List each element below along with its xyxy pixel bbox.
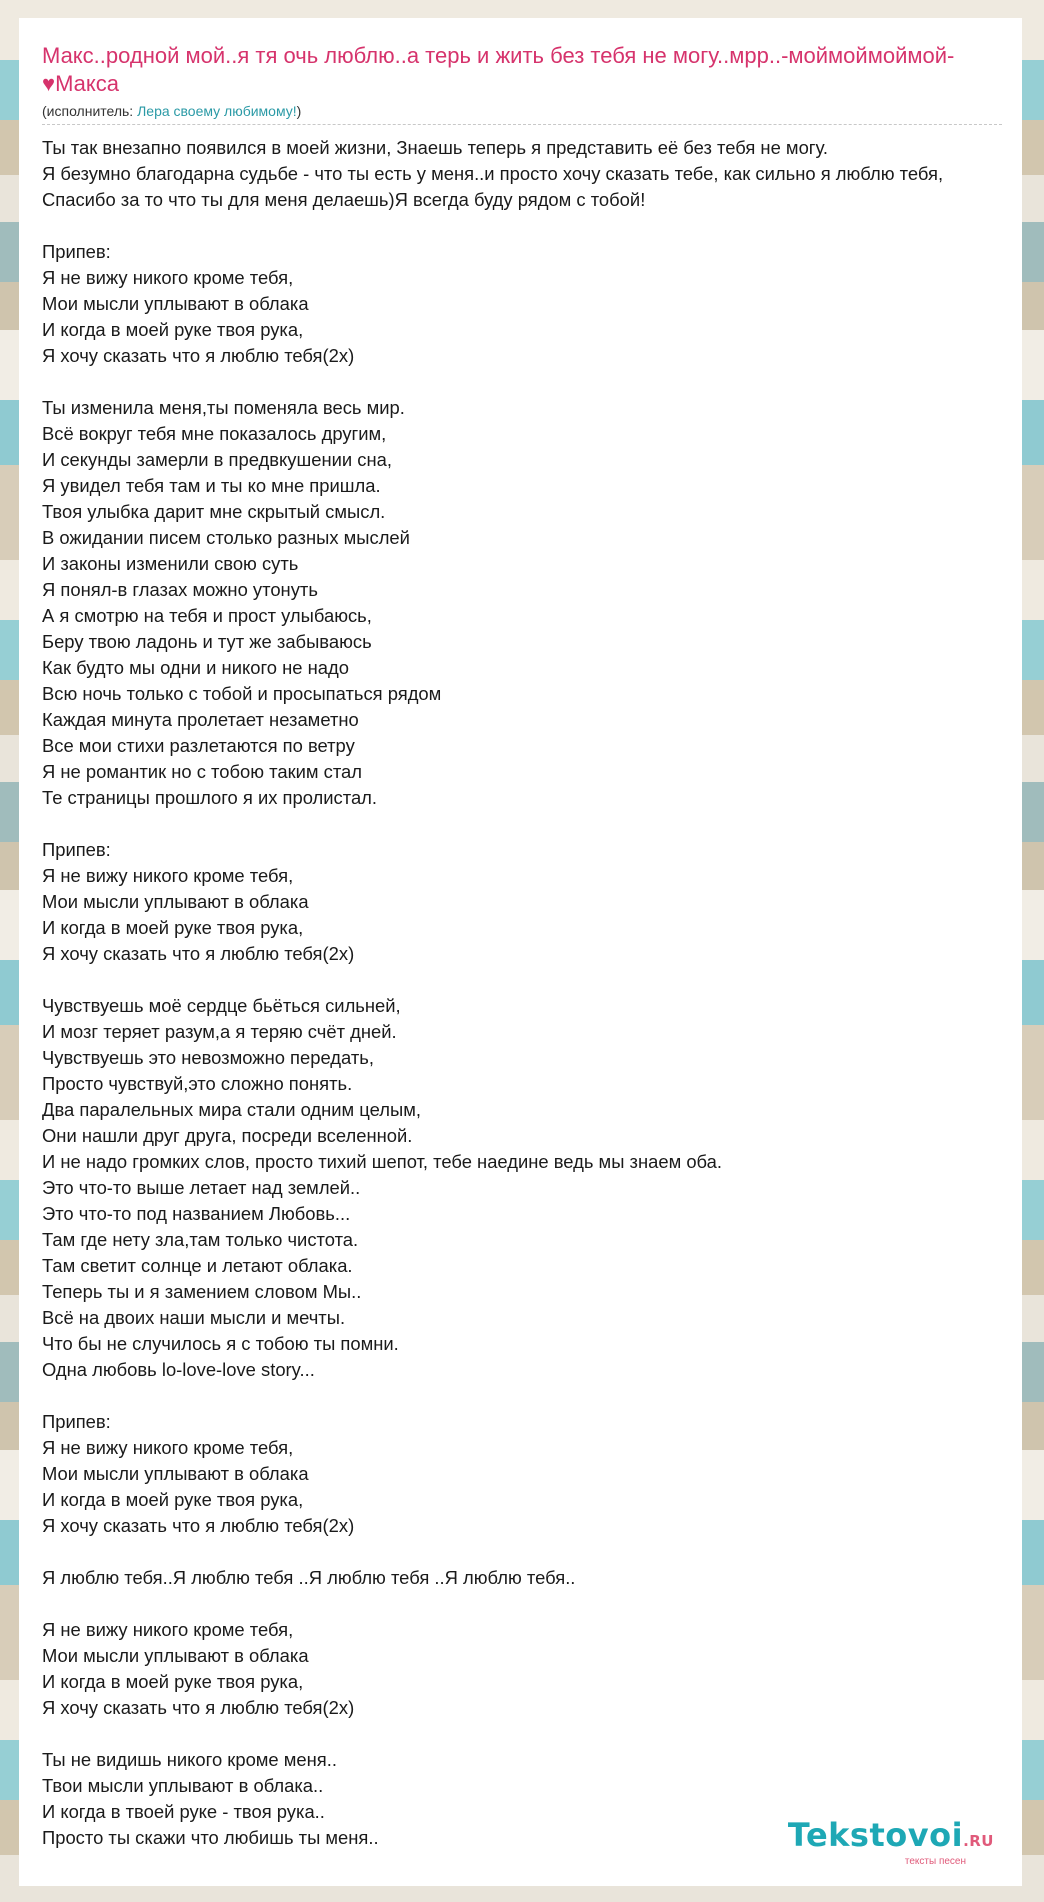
lyrics-line: Я безумно благодарна судьбе - что ты есть у меня..и просто хочу сказать тебе, как сильно я люблю тебя,: [42, 163, 944, 184]
lyrics-line: И когда в моей руке твоя рука,: [42, 1671, 304, 1692]
lyrics-line: Твоя улыбка дарит мне скрытый смысл.: [42, 501, 386, 522]
logo-name: Tekstovoi: [787, 1816, 964, 1854]
lyrics-blank-line: [42, 967, 1022, 993]
lyrics-line: Просто чувствуй,это сложно понять.: [42, 1073, 353, 1094]
lyrics-line: Это что-то под названием Любовь...: [42, 1203, 351, 1224]
lyrics-line: Два паралельных мира стали одним целым,: [42, 1099, 421, 1120]
artist-link[interactable]: Лера своему любимому!: [137, 103, 297, 119]
lyrics-line: Как будто мы одни и никого не надо: [42, 657, 349, 678]
lyrics-line: Припев:: [42, 1411, 111, 1432]
lyrics-line: И когда в моей руке твоя рука,: [42, 319, 304, 340]
lyrics-blank-line: [42, 369, 1022, 395]
lyrics-line: Я хочу сказать что я люблю тебя(2х): [42, 943, 355, 964]
lyrics-body: [42, 135, 1022, 1851]
lyrics-line: Ты изменила меня,ты поменяла весь мир.: [42, 397, 405, 418]
card-content: [42, 42, 1022, 1851]
site-logo[interactable]: [788, 1818, 994, 1868]
lyrics-line: Одна любовь lo-love-love story...: [42, 1359, 315, 1380]
logo-wordmark: [788, 1818, 994, 1858]
lyrics-line: Мои мысли уплывают в облака: [42, 1463, 309, 1484]
lyrics-line: Ты не видишь никого кроме меня..: [42, 1749, 337, 1770]
lyrics-line: Я не вижу никого кроме тебя,: [42, 1619, 294, 1640]
lyrics-line: И когда в моей руке твоя рука,: [42, 917, 304, 938]
lyrics-line: Спасибо за то что ты для меня делаешь)Я всегда буду рядом с тобой!: [42, 189, 646, 210]
lyrics-line: Припев:: [42, 839, 111, 860]
lyrics-line: Там светит солнце и летают облака.: [42, 1255, 353, 1276]
lyrics-line: Припев:: [42, 241, 111, 262]
lyrics-line: Мои мысли уплывают в облака: [42, 891, 309, 912]
lyrics-line: Я понял-в глазах можно утонуть: [42, 579, 318, 600]
lyrics-line: Мои мысли уплывают в облака: [42, 293, 309, 314]
artist-suffix: ): [296, 103, 302, 119]
lyrics-line: И когда в моей руке твоя рука,: [42, 1489, 304, 1510]
lyrics-card: [19, 18, 1022, 1886]
logo-tld: .RU: [963, 1832, 994, 1850]
lyrics-line: Каждая минута пролетает незаметно: [42, 709, 359, 730]
lyrics-line: Твои мысли уплывают в облака..: [42, 1775, 324, 1796]
lyrics-blank-line: [42, 1539, 1022, 1565]
lyrics-line: Просто ты скажи что любишь ты меня..: [42, 1827, 379, 1848]
lyrics-line: Там где нету зла,там только чистота.: [42, 1229, 359, 1250]
lyrics-line: Я хочу сказать что я люблю тебя(2х): [42, 345, 355, 366]
lyrics-line: Я не вижу никого кроме тебя,: [42, 865, 294, 886]
lyrics-line: И когда в твоей руке - твоя рука..: [42, 1801, 325, 1822]
artist-line: [42, 102, 1002, 125]
lyrics-line: Они нашли друг друга, посреди вселенной.: [42, 1125, 413, 1146]
lyrics-line: И мозг теряет разум,а я теряю счёт дней.: [42, 1021, 397, 1042]
lyrics-line: А я смотрю на тебя и прост улыбаюсь,: [42, 605, 372, 626]
lyrics-blank-line: [42, 213, 1022, 239]
lyrics-line: Я увидел тебя там и ты ко мне пришла.: [42, 475, 381, 496]
lyrics-line: Чувствуешь моё сердце бьёться сильней,: [42, 995, 401, 1016]
lyrics-line: Теперь ты и я замением словом Мы..: [42, 1281, 362, 1302]
lyrics-line: Это что-то выше летает над землей..: [42, 1177, 361, 1198]
lyrics-line: И законы изменили свою суть: [42, 553, 299, 574]
artist-prefix: (исполнитель:: [42, 103, 138, 119]
lyrics-line: Всё на двоих наши мысли и мечты.: [42, 1307, 346, 1328]
lyrics-line: Я хочу сказать что я люблю тебя(2х): [42, 1697, 355, 1718]
lyrics-line: Мои мысли уплывают в облака: [42, 1645, 309, 1666]
lyrics-line: Всё вокруг тебя мне показалось другим,: [42, 423, 387, 444]
lyrics-blank-line: [42, 1383, 1022, 1409]
lyrics-line: И секунды замерли в предвкушении сна,: [42, 449, 392, 470]
song-title: Макс..родной мой..я тя очь люблю..а терь и жить без тебя не могу..мрр..-моймоймоймой-♥Макса: [42, 43, 955, 96]
lyrics-line: В ожидании писем столько разных мыслей: [42, 527, 410, 548]
lyrics-line: Все мои стихи разлетаются по ветру: [42, 735, 355, 756]
lyrics-line: Я не вижу никого кроме тебя,: [42, 267, 294, 288]
lyrics-blank-line: [42, 1591, 1022, 1617]
lyrics-line: Я не вижу никого кроме тебя,: [42, 1437, 294, 1458]
lyrics-blank-line: [42, 811, 1022, 837]
lyrics-line: Беру твою ладонь и тут же забываюсь: [42, 631, 372, 652]
lyrics-line: Я хочу сказать что я люблю тебя(2х): [42, 1515, 355, 1536]
logo-tagline: тексты песен: [904, 1856, 966, 1867]
lyrics-line: Те страницы прошлого я их пролистал.: [42, 787, 378, 808]
lyrics-line: Чувствуешь это невозможно передать,: [42, 1047, 374, 1068]
lyrics-line: Ты так внезапно появился в моей жизни, Знаешь теперь я представить её без тебя не могу.: [42, 137, 828, 158]
lyrics-line: Всю ночь только с тобой и просыпаться рядом: [42, 683, 442, 704]
lyrics-line: И не надо громких слов, просто тихий шепот, тебе наедине ведь мы знаем оба.: [42, 1151, 722, 1172]
lyrics-line: Что бы не случилось я с тобою ты помни.: [42, 1333, 399, 1354]
lyrics-line: Я не романтик но с тобою таким стал: [42, 761, 363, 782]
lyrics-blank-line: [42, 1721, 1022, 1747]
lyrics-line: Я люблю тебя..Я люблю тебя ..Я люблю тебя ..Я люблю тебя..: [42, 1567, 576, 1588]
